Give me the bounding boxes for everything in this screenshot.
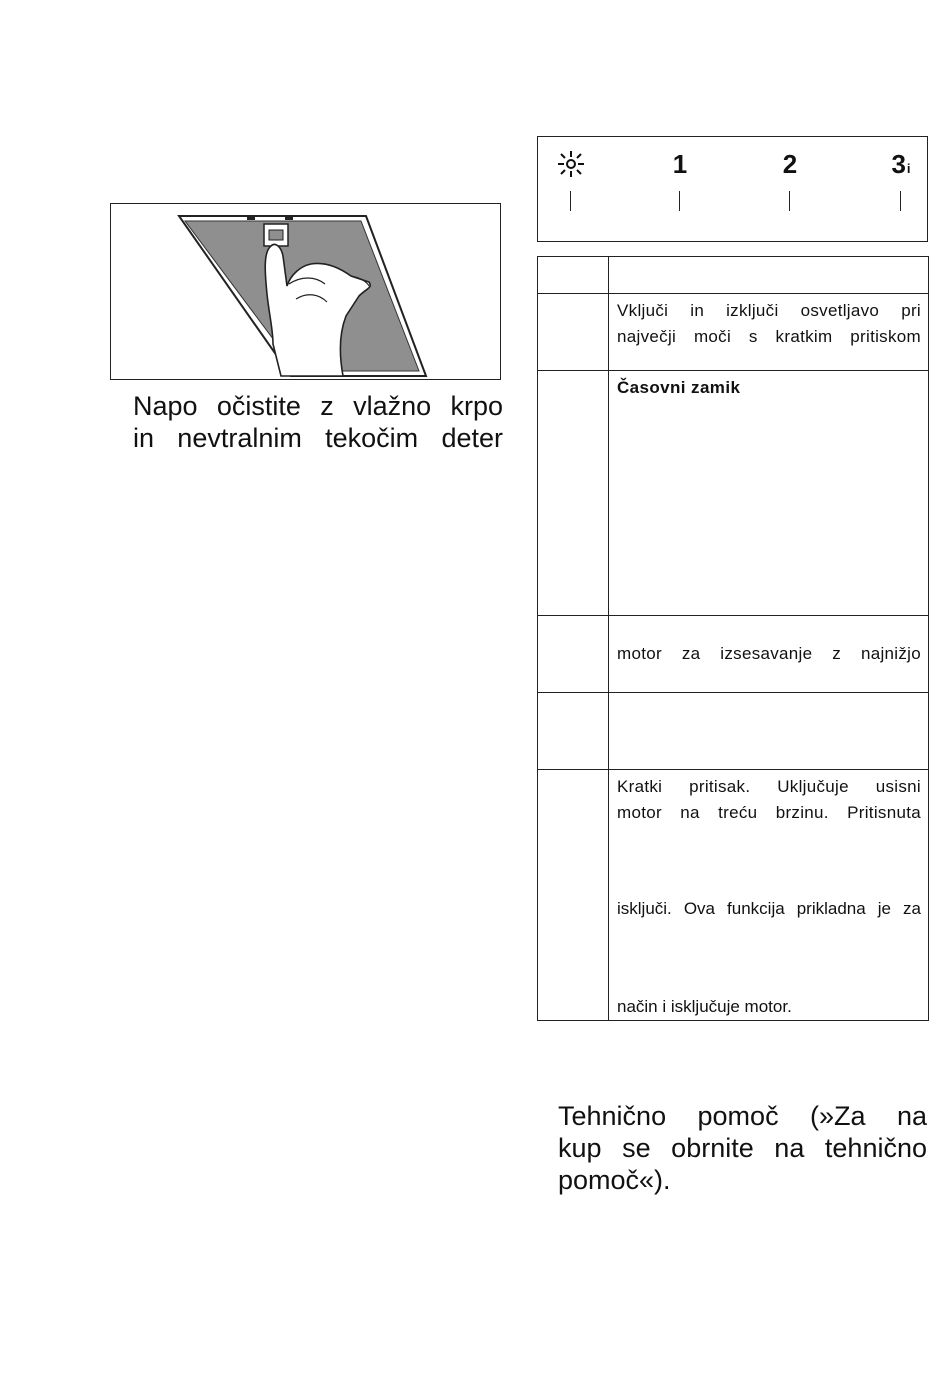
function-table (537, 256, 929, 1021)
table-key-cell (538, 770, 609, 1021)
filter-illustration (110, 203, 501, 380)
table-key-cell (538, 257, 609, 294)
table-desc-cell (609, 371, 929, 616)
table-key-cell (538, 294, 609, 371)
cleaning-caption (133, 390, 503, 454)
row4-line-1: motor za izsesavanje z najnižjo (617, 644, 921, 663)
table-row (538, 371, 929, 616)
speed-2-tick (789, 191, 790, 211)
row6-line-3: isključi. Ova funkcija prikladna je za (617, 899, 921, 918)
speed-3-tick (900, 191, 901, 211)
table-row (538, 693, 929, 770)
table-desc-cell (609, 693, 929, 770)
table-row (538, 770, 929, 1021)
table-key-cell (538, 616, 609, 693)
table-row (538, 616, 929, 693)
technical-support-text (558, 1100, 927, 1196)
footer-line-3: pomoč«). (558, 1165, 671, 1195)
table-desc-cell (609, 294, 929, 371)
table-desc-cell (609, 616, 929, 693)
footer-line-1: Tehnično pomoč (»Za na (558, 1101, 927, 1131)
table-key-cell (538, 693, 609, 770)
row6-line-1: Kratki pritisak. Uključuje usisni (617, 777, 921, 796)
control-panel (537, 136, 928, 242)
speed-1-tick (679, 191, 680, 211)
table-row (538, 257, 929, 294)
row3-heading: Časovni zamik (617, 378, 741, 397)
row2-line-2: največji moči s kratkim pritiskom (617, 327, 921, 346)
speed-2-button[interactable] (770, 149, 810, 180)
speed-1-label: 1 (672, 149, 688, 179)
speed-3-sub-label: i (906, 161, 911, 176)
speed-3-label: 3 (891, 149, 906, 179)
caption-line-2: in nevtralnim tekočim deter (133, 423, 503, 453)
light-icon (556, 149, 586, 179)
table-row (538, 294, 929, 371)
light-button[interactable] (551, 149, 591, 186)
footer-line-2: kup se obrnite na tehnično (558, 1133, 927, 1163)
table-desc-cell (609, 770, 929, 1021)
caption-line-1: Napo očistite z vlažno krpo (133, 391, 503, 421)
row6-line-2: motor na treću brzinu. Pritisnuta (617, 803, 921, 822)
light-tick (570, 191, 571, 211)
table-key-cell (538, 371, 609, 616)
row2-line-1: Vključi in izključi osvetljavo pri (617, 301, 921, 320)
speed-3-button[interactable] (881, 149, 921, 180)
hand-filter-drawing (111, 204, 500, 379)
speed-1-button[interactable] (660, 149, 700, 180)
row6-line-4: način i isključuje motor. (617, 997, 792, 1016)
speed-2-label: 2 (782, 149, 798, 179)
table-header-cell (609, 257, 929, 294)
